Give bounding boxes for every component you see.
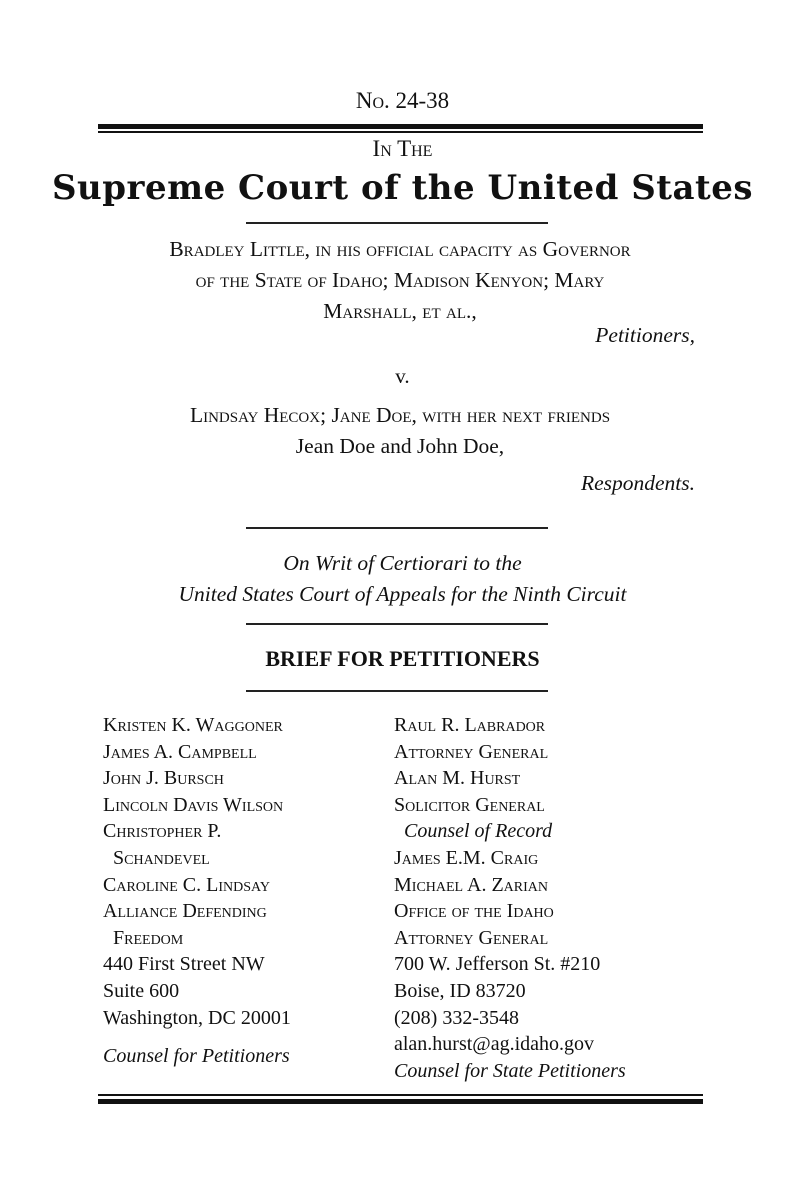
counsel-name: James E.M. Craig — [394, 846, 539, 869]
counsel-of-record: Counsel of Record — [404, 820, 553, 843]
section-divider — [246, 527, 548, 529]
brief-title: BRIEF FOR PETITIONERS — [265, 646, 540, 671]
counsel-name: John J. Bursch — [103, 767, 224, 790]
petitioners-line: Bradley Little, in his official capacity as Governor — [169, 237, 631, 261]
counsel-name: Caroline C. Lindsay — [103, 873, 270, 896]
counsel-name: Alan M. Hurst — [394, 767, 521, 790]
section-divider — [246, 222, 548, 224]
counsel-name: Lincoln Davis Wilson — [103, 793, 284, 816]
respondents-block — [110, 400, 690, 462]
writ-line: United States Court of Appeals for the Ninth Circuit — [178, 582, 627, 606]
counsel-name: Michael A. Zarian — [394, 873, 548, 896]
phone-number: (208) 332-3548 — [394, 1006, 519, 1029]
writ-statement — [0, 548, 805, 610]
organization-name: Office of the Idaho — [394, 900, 554, 923]
court-name: Supreme Court of the United States — [52, 168, 753, 208]
counsel-title: Solicitor General — [394, 793, 545, 816]
counsel-title: Attorney General — [394, 740, 549, 763]
bottom-thick-rule — [98, 1099, 703, 1104]
petitioners-line: of the State of Idaho; Madison Kenyon; Mary — [195, 268, 605, 292]
bottom-thin-rule — [98, 1094, 703, 1096]
address-line: Washington, DC 20001 — [103, 1006, 291, 1029]
section-divider — [246, 623, 548, 625]
top-thin-rule — [98, 131, 703, 133]
counsel-right-role: Counsel for State Petitioners — [394, 1059, 626, 1082]
respondents-line: Lindsay Hecox; Jane Doe, with her next friends — [189, 403, 611, 427]
top-thick-rule — [98, 124, 703, 129]
versus-label: v. — [395, 364, 410, 388]
in-the-label: In The — [372, 136, 433, 161]
address-line: Boise, ID 83720 — [394, 979, 526, 1002]
writ-line: On Writ of Certiorari to the — [283, 551, 522, 575]
counsel-name: Kristen K. Waggoner — [103, 714, 283, 736]
petitioners-line: Marshall, et al., — [323, 299, 477, 323]
respondents-line: Jean Doe and John Doe, — [295, 434, 505, 458]
email-address: alan.hurst@ag.idaho.gov — [394, 1033, 595, 1056]
address-line: 700 W. Jefferson St. #210 — [394, 953, 601, 976]
counsel-right-column — [394, 712, 626, 1084]
counsel-name: Schandevel — [113, 846, 210, 869]
counsel-left-role: Counsel for Petitioners — [103, 1045, 290, 1067]
section-divider — [246, 690, 548, 692]
counsel-name: Raul R. Labrador — [394, 714, 546, 736]
petitioners-role: Petitioners, — [595, 323, 695, 347]
counsel-name: Christopher P. — [103, 820, 222, 843]
petitioners-block — [110, 234, 690, 327]
counsel-name: James A. Campbell — [103, 740, 257, 763]
address-line: Suite 600 — [103, 979, 180, 1002]
organization-name: Freedom — [113, 926, 184, 949]
address-line: 440 First Street NW — [103, 953, 265, 976]
docket-number: No. 24-38 — [355, 88, 450, 113]
counsel-left-column — [103, 712, 291, 1031]
organization-name: Attorney General — [394, 926, 549, 949]
respondents-role: Respondents. — [580, 471, 695, 495]
organization-name: Alliance Defending — [103, 900, 267, 923]
